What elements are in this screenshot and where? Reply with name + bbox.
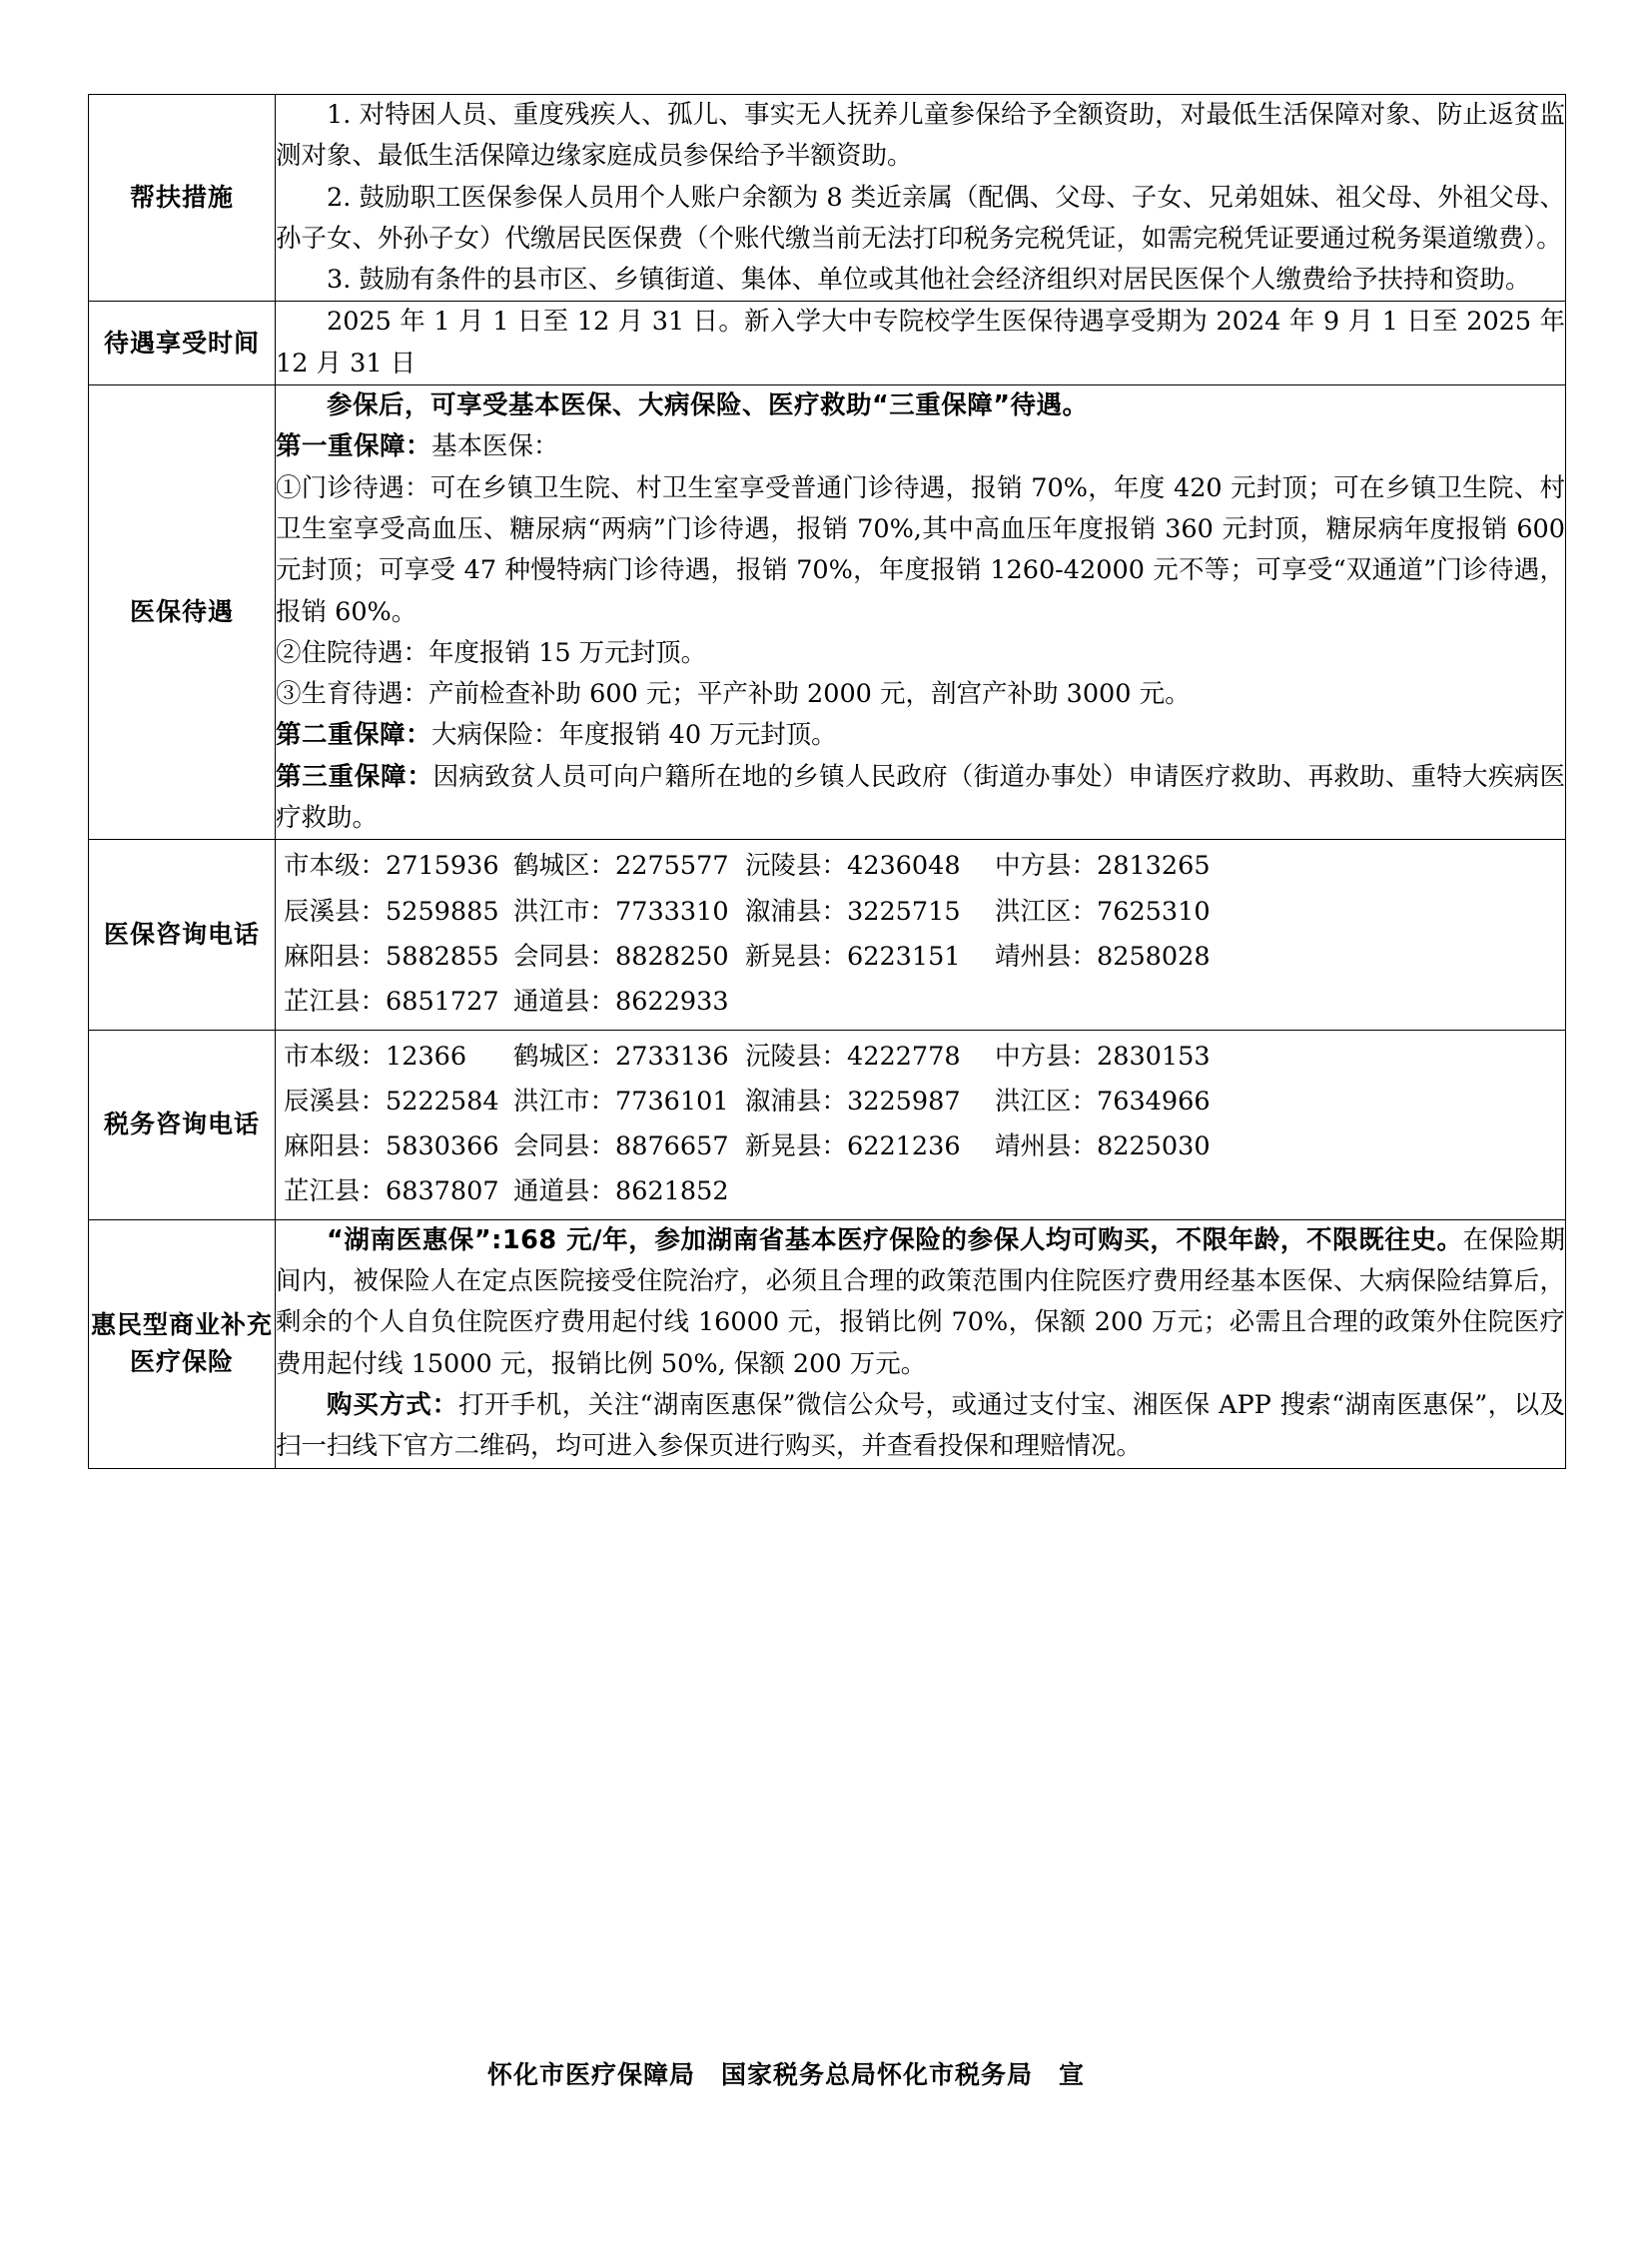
benefits-tier3-text: 因病致贫人员可向户籍所在地的乡镇人民政府（街道办事处）申请医疗救助、再救助、重特大疾病医疗救助。 — [276, 761, 1565, 834]
phone-entry: 新晃县：6221236 — [745, 1131, 961, 1162]
commercial-label-line-1: 惠民型商业补充 — [90, 1310, 273, 1340]
benefits-intro: 参保后，可享受基本医保、大病保险、医疗救助“三重保障”待遇。 — [327, 390, 1089, 421]
row-label-benefits: 医保待遇 — [89, 385, 276, 840]
phone-entry: 沅陵县：4222778 — [745, 1041, 961, 1072]
support-paragraph-3: 3. 鼓励有条件的县市区、乡镇街道、集体、单位或其他社会经济组织对居民医保个人缴费给予扶持和资助。 — [327, 265, 1531, 296]
table-row-support — [89, 95, 1566, 302]
phone-entry: 会同县：8876657 — [513, 1131, 729, 1162]
phone-entry: 麻阳县：5830366 — [284, 1131, 499, 1162]
medical-phone-grid — [276, 840, 1565, 1029]
benefits-tier3-label: 第三重保障： — [276, 761, 433, 792]
table-row-period — [89, 302, 1566, 385]
phone-entry: 通道县：8622933 — [513, 987, 729, 1018]
phone-entry: 靖州县：8225030 — [995, 1131, 1211, 1162]
benefits-item-3: ③生育待遇：产前检查补助 600 元；平产补助 2000 元，剖宫产补助 3000 元。 — [276, 679, 1191, 710]
phone-entry: 溆浦县：3225987 — [745, 1086, 961, 1117]
row-label-commercial — [89, 1219, 276, 1468]
benefits-tier1-line — [276, 426, 1565, 467]
row-label-period: 待遇享受时间 — [89, 302, 276, 385]
phone-entry: 芷江县：6837807 — [284, 1176, 499, 1207]
support-paragraph-1: 1. 对特困人员、重度残疾人、孤儿、事实无人抚养儿童参保给予全额资助，对最低生活保障对象、防止返贫监测对象、最低生活保障边缘家庭成员参保给予半额资助。 — [276, 100, 1565, 172]
commercial-p2-bold: 购买方式： — [327, 1389, 459, 1420]
support-paragraph-2: 2. 鼓励职工医保参保人员用个人账户余额为 8 类近亲属（配偶、父母、子女、兄弟姐妹、祖父母、外祖父母、孙子女、外孙子女）代缴居民医保费（个账代缴当前无法打印税务完税凭证，如需完税凭证要通过税务渠道缴费）。 — [276, 182, 1565, 254]
table-row-tax-phones — [89, 1030, 1566, 1219]
benefits-item-1: ①门诊待遇：可在乡镇卫生院、村卫生室享受普通门诊待遇，报销 70%，年度 420 元封顶；可在乡镇卫生院、村卫生室享受高血压、糖尿病“两病”门诊待遇，报销 70%,其中高血压年度报销 360 元封顶，糖尿病年度报销 600 元封顶；可享受 47 种慢特病门诊待遇，报销 70%，年度报销 1260-42000 元不等；可享受“双通道”门诊待遇，报销 60%。 — [276, 472, 1565, 627]
period-text: 2025 年 1 月 1 日至 12 月 31 日。新入学大中专院校学生医保待遇享受期为 2024 年 9 月 1 日至 2025 年 12 月 31 日 — [276, 307, 1565, 378]
phone-entry: 市本级：12366 — [284, 1041, 467, 1072]
row-content-benefits — [276, 385, 1566, 840]
benefits-tier3-line — [276, 757, 1565, 840]
phone-entry: 洪江区：7634966 — [995, 1086, 1211, 1117]
benefits-tier2-line — [276, 715, 1565, 756]
phone-entry: 靖州县：8258028 — [995, 941, 1211, 972]
benefits-tier1-text: 基本医保： — [431, 431, 559, 462]
table-row-medical-phones — [89, 840, 1566, 1030]
phone-entry: 辰溪县：5222584 — [284, 1086, 499, 1117]
benefits-item-2: ②住院待遇：年度报销 15 万元封顶。 — [276, 637, 707, 668]
row-content-commercial — [276, 1219, 1566, 1468]
phone-entry — [995, 1171, 1565, 1212]
document-footer: 怀化市医疗保障局 国家税务总局怀化市税务局 宣 — [486, 2060, 1085, 2089]
row-label-medical-phones: 医保咨询电话 — [89, 840, 276, 1030]
tax-phone-grid — [276, 1031, 1565, 1219]
phone-entry: 市本级：2715936 — [284, 851, 499, 882]
row-label-support: 帮扶措施 — [89, 95, 276, 302]
row-content-support — [276, 95, 1566, 302]
phone-entry: 洪江区：7625310 — [995, 896, 1211, 927]
table-row-benefits — [89, 385, 1566, 840]
row-content-medical-phones — [276, 840, 1566, 1030]
phone-entry: 麻阳县：5882855 — [284, 941, 499, 972]
row-label-tax-phones: 税务咨询电话 — [89, 1030, 276, 1219]
phone-entry — [745, 982, 995, 1023]
phone-entry: 洪江市：7736101 — [513, 1086, 729, 1117]
benefits-tier1-label: 第一重保障： — [276, 431, 432, 462]
phone-entry — [745, 1171, 995, 1212]
phone-entry — [995, 982, 1565, 1023]
row-content-period — [276, 302, 1566, 385]
commercial-paragraph-2 — [276, 1385, 1565, 1468]
policy-table — [88, 94, 1566, 1469]
phone-entry: 辰溪县：5259885 — [284, 896, 499, 927]
commercial-paragraph-1 — [276, 1220, 1565, 1385]
phone-entry: 洪江市：7733310 — [513, 896, 729, 927]
commercial-label-line-2: 医疗保险 — [129, 1346, 234, 1376]
phone-entry: 会同县：8828250 — [513, 941, 729, 972]
phone-entry: 鹤城区：2275577 — [513, 851, 729, 882]
row-content-tax-phones — [276, 1030, 1566, 1219]
commercial-p1-rest: 在保险期间内，被保险人在定点医院接受住院治疗，必须且合理的政策范围内住院医疗费用经基本医保、大病保险结算后，剩余的个人自负住院医疗费用起付线 16000 元，报销比例 70%，保额 200 万元；必需且合理的政策外住院医疗费用起付线 15000 元，报销比例 50%, 保额 200 万元。 — [276, 1224, 1565, 1379]
phone-entry: 鹤城区：2733136 — [513, 1041, 729, 1072]
benefits-tier2-label: 第二重保障： — [276, 720, 432, 751]
phone-entry: 新晃县：6223151 — [745, 941, 961, 972]
policy-table-wrapper — [88, 94, 1566, 1469]
benefits-tier2-text: 大病保险：年度报销 40 万元封顶。 — [431, 720, 837, 751]
phone-entry: 中方县：2813265 — [995, 851, 1211, 882]
phone-entry: 中方县：2830153 — [995, 1041, 1211, 1072]
phone-entry: 沅陵县：4236048 — [745, 851, 961, 882]
commercial-p2-rest: 打开手机，关注“湖南医惠保”微信公众号，或通过支付宝、湘医保 APP 搜索“湖南医惠保”，以及扫一扫线下官方二维码，均可进入参保页进行购买，并查看投保和理赔情况。 — [276, 1389, 1565, 1462]
phone-entry: 溆浦县：3225715 — [745, 896, 961, 927]
phone-entry: 芷江县：6851727 — [284, 987, 499, 1018]
table-row-commercial — [89, 1219, 1566, 1468]
phone-entry: 通道县：8621852 — [513, 1176, 729, 1207]
commercial-p1-bold: “湖南医惠保”:168 元/年，参加湖南省基本医疗保险的参保人均可购买，不限年龄，不限既往史。 — [327, 1224, 1463, 1255]
